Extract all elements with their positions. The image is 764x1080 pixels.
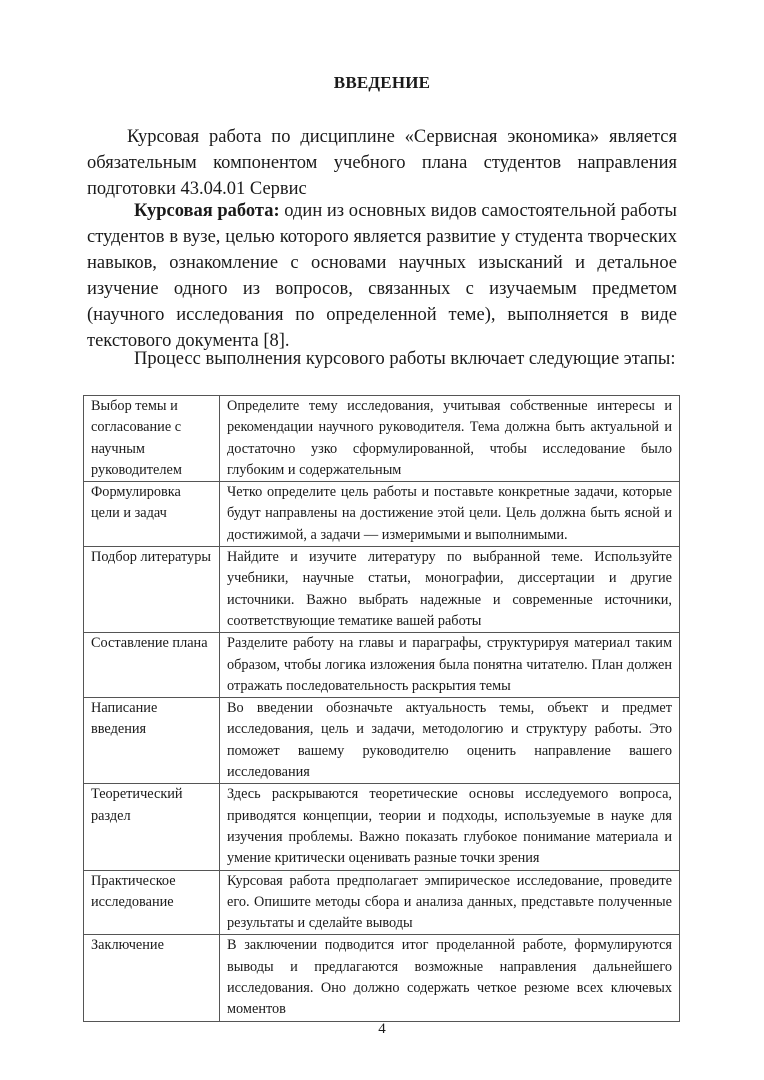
page-title: ВВЕДЕНИЕ [333,73,431,92]
table-row [84,396,680,482]
stage-name: Выбор темы и согласование с научным руководителем [84,396,220,482]
table-row [84,633,680,698]
definition-term: Курсовая работа: [134,201,280,221]
stage-description: Во введении обозначьте актуальность темы, объект и предмет исследования, цель и задачи, методологию и структуру работы. Это поможет вашему руководителю оценить направление вашего исследования [220,698,680,784]
stage-description: Здесь раскрываются теоретические основы исследуемого вопроса, приводятся концепции, теории и подходы, используемые в науке для изучения проблемы. Важно показать глубокое понимание материала и умение критически оценивать разные точки зрения [220,784,680,870]
table-row [84,482,680,547]
table-row [84,870,680,935]
stages-table [83,395,680,1022]
intro-paragraph-1: Курсовая работа по дисциплине «Сервисная экономика» является обязательным компонентом учебного плана студентов направления подготовки 43.04.01 Сервис [87,127,677,199]
table-row [84,784,680,870]
stage-name: Теоретический раздел [84,784,220,870]
page-number: 4 [378,1021,386,1037]
intro-paragraph-3: Процесс выполнения курсового работы включает следующие этапы: [134,349,676,369]
definition-text: один из основных видов самостоятельной работы студентов в вузе, целью которого является развитие у студента творческих навыков, ознакомление с основами научных изысканий и детальное изучение одного из вопросов, связанных с изучаемым предметом (научного исследования по определенной теме), выполняется в виде текстового документа [8]. [87,201,677,351]
stage-description: Определите тему исследования, учитывая собственные интересы и рекомендации научного руководителя. Тема должна быть актуальной и достаточно узко сформулированной, чтобы исследование было глубоким и содержательным [220,396,680,482]
table-row [84,935,680,1021]
stage-name: Заключение [84,935,220,1021]
stage-description: Курсовая работа предполагает эмпирическое исследование, проведите его. Опишите методы сбора и анализа данных, представьте полученные результаты и сделайте выводы [220,870,680,935]
stage-description: Разделите работу на главы и параграфы, структурируя материал таким образом, чтобы логика изложения была понятна читателю. План должен отражать последовательность раскрытия темы [220,633,680,698]
table-row [84,547,680,633]
stage-description: В заключении подводится итог проделанной работе, формулируются выводы и предлагаются возможные направления дальнейшего исследования. Оно должно содержать четкое резюме всех ключевых моментов [220,935,680,1021]
table-row [84,698,680,784]
stage-name: Практическое исследование [84,870,220,935]
intro-paragraph-2 [87,198,677,354]
stage-name: Подбор литературы [84,547,220,633]
stage-name: Составление плана [84,633,220,698]
stage-name: Написание введения [84,698,220,784]
stage-description: Найдите и изучите литературу по выбранной теме. Используйте учебники, научные статьи, монографии, диссертации и другие источники. Важно выбрать надежные и современные источники, соответствующие тематике вашей работы [220,547,680,633]
stage-description: Четко определите цель работы и поставьте конкретные задачи, которые будут направлены на достижение этой цели. Цель должна быть ясной и достижимой, а задачи — измеримыми и выполнимыми. [220,482,680,547]
stage-name: Формулировка цели и задач [84,482,220,547]
